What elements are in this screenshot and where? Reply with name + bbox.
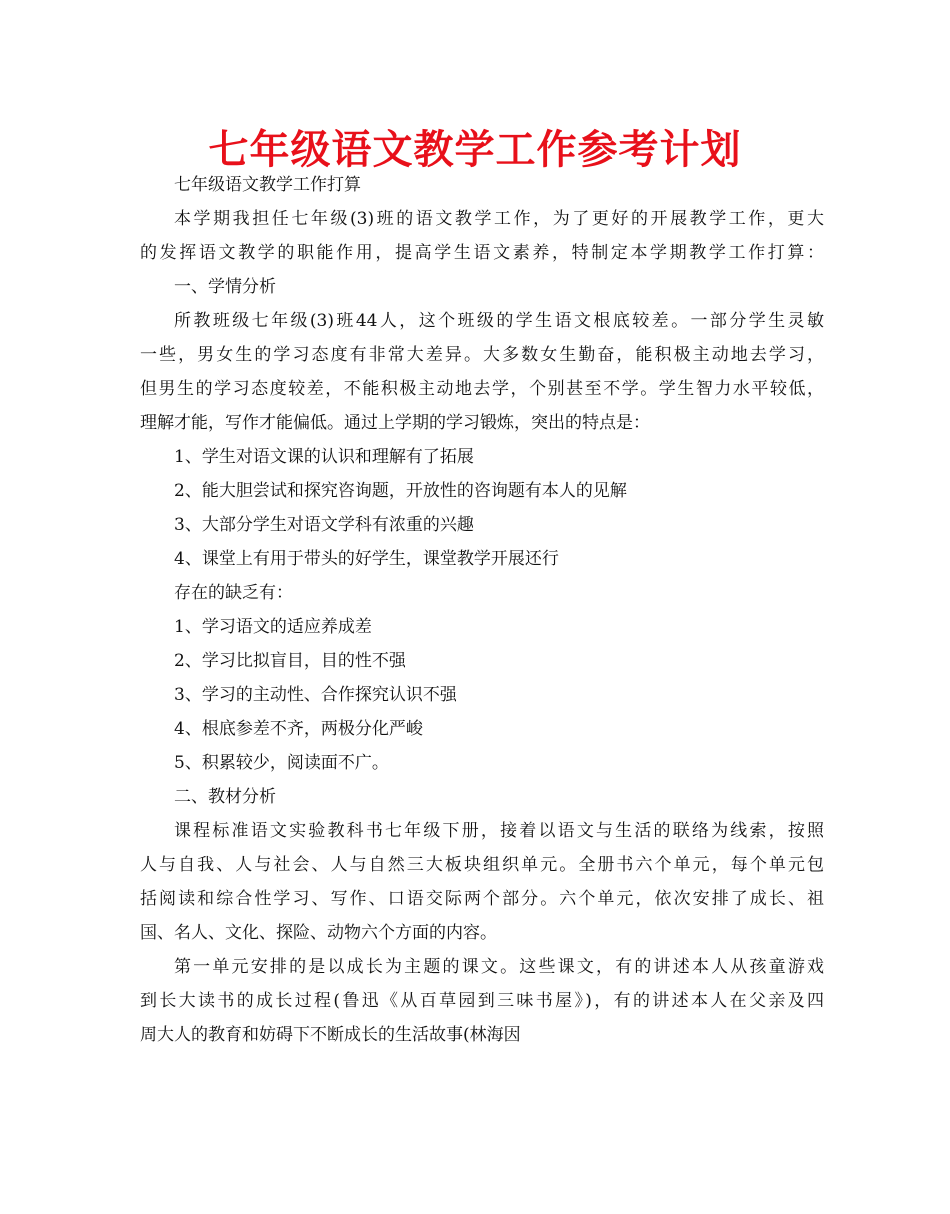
paragraph-line: 第一单元安排的是以成长为主题的课文。这些课文，有的讲述本人从孩童游戏 — [174, 957, 824, 977]
paragraph-line: 国、名人、文化、探险、动物六个方面的内容。 — [140, 923, 497, 943]
paragraph-line: 1、学生对语文课的认识和理解有了拓展 — [174, 447, 474, 467]
paragraph-line: 课程标准语文实验教科书七年级下册，接着以语文与生活的联络为线索，按照 — [174, 821, 824, 841]
paragraph-line: 七年级语文教学工作打算 — [174, 175, 361, 195]
paragraph-line: 1、学习语文的适应养成差 — [174, 617, 372, 637]
paragraph-line: 4、课堂上有用于带头的好学生，课堂教学开展还行 — [174, 549, 559, 569]
paragraph-line: 括阅读和综合性学习、写作、口语交际两个部分。六个单元，依次安排了成长、祖 — [140, 889, 824, 909]
paragraph-line: 人与自我、人与社会、人与自然三大板块组织单元。全册书六个单元，每个单元包 — [140, 855, 824, 875]
document-body — [140, 168, 824, 1052]
paragraph-line: 但男生的学习态度较差，不能积极主动地去学，个别甚至不学。学生智力水平较低， — [140, 379, 824, 399]
paragraph-line: 3、学习的主动性、合作探究认识不强 — [174, 685, 457, 705]
paragraph-line: 2、学习比拟盲目，目的性不强 — [174, 651, 406, 671]
paragraph-line: 理解才能，写作才能偏低。通过上学期的学习锻炼，突出的特点是： — [140, 413, 650, 433]
paragraph-line: 2、能大胆尝试和探究咨询题，开放性的咨询题有本人的见解 — [174, 481, 627, 501]
paragraph-line: 的发挥语文教学的职能作用，提高学生语文素养，特制定本学期教学工作打算： — [140, 243, 824, 263]
paragraph-line: 所教班级七年级(3)班44人，这个班级的学生语文根底较差。一部分学生灵敏 — [174, 311, 824, 331]
paragraph-line: 一、学情分析 — [174, 277, 276, 297]
paragraph-line: 本学期我担任七年级(3)班的语文教学工作，为了更好的开展教学工作，更大 — [174, 209, 824, 229]
paragraph-line: 到长大读书的成长过程(鲁迅《从百草园到三味书屋》)，有的讲述本人在父亲及四 — [140, 991, 824, 1011]
paragraph-line: 3、大部分学生对语文学科有浓重的兴趣 — [174, 515, 474, 535]
paragraph-line: 5、积累较少，阅读面不广。 — [174, 753, 389, 773]
paragraph-line: 一些，男女生的学习态度有非常大差异。大多数女生勤奋，能积极主动地去学习， — [140, 345, 824, 365]
paragraph-line: 二、教材分析 — [174, 787, 276, 807]
document-title: 七年级语文教学工作参考计划 — [208, 126, 742, 173]
paragraph-line: 存在的缺乏有： — [174, 583, 293, 603]
paragraph-line: 4、根底参差不齐，两极分化严峻 — [174, 719, 423, 739]
paragraph-line: 周大人的教育和妨碍下不断成长的生活故事(林海因 — [140, 1025, 521, 1045]
